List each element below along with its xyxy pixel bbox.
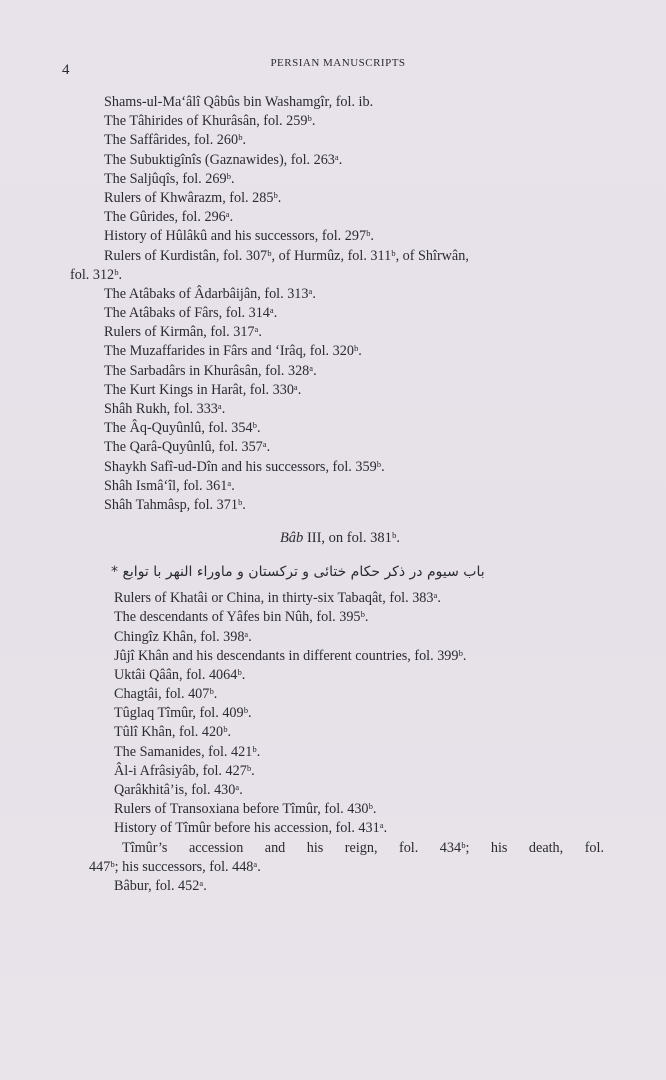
entry-line: Tûlî Khân, fol. 420ᵇ. bbox=[114, 724, 232, 741]
entry-line: Uktâi Qâân, fol. 4064ᵇ. bbox=[114, 666, 246, 683]
entry-line: The Muzaffarides in Fârs and ‘Irâq, fol. 320ᵇ. bbox=[104, 343, 362, 360]
entry-line: The Tâhirides of Khurâsân, fol. 259ᵇ. bbox=[104, 113, 316, 130]
entry-line: History of Tîmûr before his accession, fol. 431ᵃ. bbox=[114, 820, 388, 837]
entry-line: Shâh Tahmâsp, fol. 371ᵇ. bbox=[104, 496, 246, 513]
entry-line: The Gûrides, fol. 296ᵃ. bbox=[104, 209, 234, 226]
entry-line: Shâh Rukh, fol. 333ᵃ. bbox=[104, 401, 226, 417]
entry-line: Rulers of Khwârazm, fol. 285ᵇ. bbox=[104, 189, 282, 206]
entry-line: Rulers of Transoxiana before Tîmûr, fol. 430ᵇ. bbox=[114, 801, 377, 818]
entry-line: The Atâbaks of Fârs, fol. 314ᵃ. bbox=[104, 305, 278, 322]
entry-line: Chagtâi, fol. 407ᵇ. bbox=[114, 686, 218, 703]
running-header bbox=[0, 57, 666, 69]
entry-line: Rulers of Kurdistân, fol. 307ᵇ, of Hurmûz, fol. 311ᵇ, of Shîrwân, bbox=[104, 247, 469, 264]
entry-line: History of Hûlâkû and his successors, fol. 297ᵇ. bbox=[104, 228, 374, 245]
entry-line: Shams-ul-Ma‘âlî Qâbûs bin Washamgîr, fol. ib. bbox=[104, 94, 374, 110]
page-number: 4 bbox=[62, 62, 70, 78]
entry-line: Jûjî Khân and his descendants in different countries, fol. 399ᵇ. bbox=[114, 647, 467, 664]
section-spacer bbox=[0, 515, 666, 523]
section-heading-rest: III, on fol. 381ᵇ. bbox=[303, 530, 401, 547]
entry-line: The Atâbaks of Âdarbâijân, fol. 313ᵃ. bbox=[104, 285, 316, 302]
entry-line: Tûglaq Tîmûr, fol. 409ᵇ. bbox=[114, 705, 252, 722]
section-heading-label: Bâb bbox=[279, 530, 304, 547]
entry-line: The Samanides, fol. 421ᵇ. bbox=[114, 743, 261, 760]
entry-line-continuation: 447ᵇ; his successors, fol. 448ᵃ. bbox=[89, 858, 261, 875]
entry-line: The Saffârides, fol. 260ᵇ. bbox=[104, 132, 247, 149]
entry-line: Rulers of Khatâi or China, in thirty-six Tabaqât, fol. 383ᵃ. bbox=[114, 590, 441, 607]
entry-line-continuation: fol. 312ᵇ. bbox=[70, 266, 123, 283]
entry-line: Rulers of Kirmân, fol. 317ᵃ. bbox=[104, 324, 262, 341]
entry-line: Chingîz Khân, fol. 398ᵃ. bbox=[114, 628, 252, 645]
entry-line: Shaykh Safî-ud-Dîn and his successors, fol. 359ᵇ. bbox=[104, 458, 385, 475]
entry-line: Qarâkhitâ’is, fol. 430ᵃ. bbox=[114, 782, 243, 798]
entry-line: Bâbur, fol. 452ᵃ. bbox=[114, 877, 207, 894]
entry-line: The Âq-Quyûnlû, fol. 354ᵇ. bbox=[104, 420, 261, 437]
persian-heading: باب سیوم در ذکر حکام ختائی و ترکستان و ماوراء النهر با توابع * bbox=[111, 564, 485, 581]
entry-line: The Qarâ-Quyûnlû, fol. 357ᵃ. bbox=[104, 439, 271, 456]
entry-line: Shâh Ismâ‘îl, fol. 361ᵃ. bbox=[104, 477, 235, 494]
entry-line: The descendants of Yâfes bin Nûh, fol. 395ᵇ. bbox=[114, 609, 369, 626]
entry-line: The Sarbadârs in Khurâsân, fol. 328ᵃ. bbox=[104, 362, 317, 379]
running-header-text: PERSIAN MANUSCRIPTS bbox=[270, 57, 406, 69]
section-heading bbox=[0, 523, 666, 555]
entry-line: The Subuktigînîs (Gaznawides), fol. 263ᵃ. bbox=[104, 151, 343, 168]
entry-line: The Saljûqîs, fol. 269ᵇ. bbox=[104, 170, 235, 187]
entry-line: The Kurt Kings in Harât, fol. 330ᵃ. bbox=[104, 381, 302, 398]
entry-line: Tîmûr’s accession and his reign, fol. 434ᵇ; his death, fol. bbox=[122, 839, 604, 856]
entry-line: Âl-i Afrâsiyâb, fol. 427ᵇ. bbox=[114, 762, 255, 779]
catalogue-entries bbox=[0, 93, 666, 896]
